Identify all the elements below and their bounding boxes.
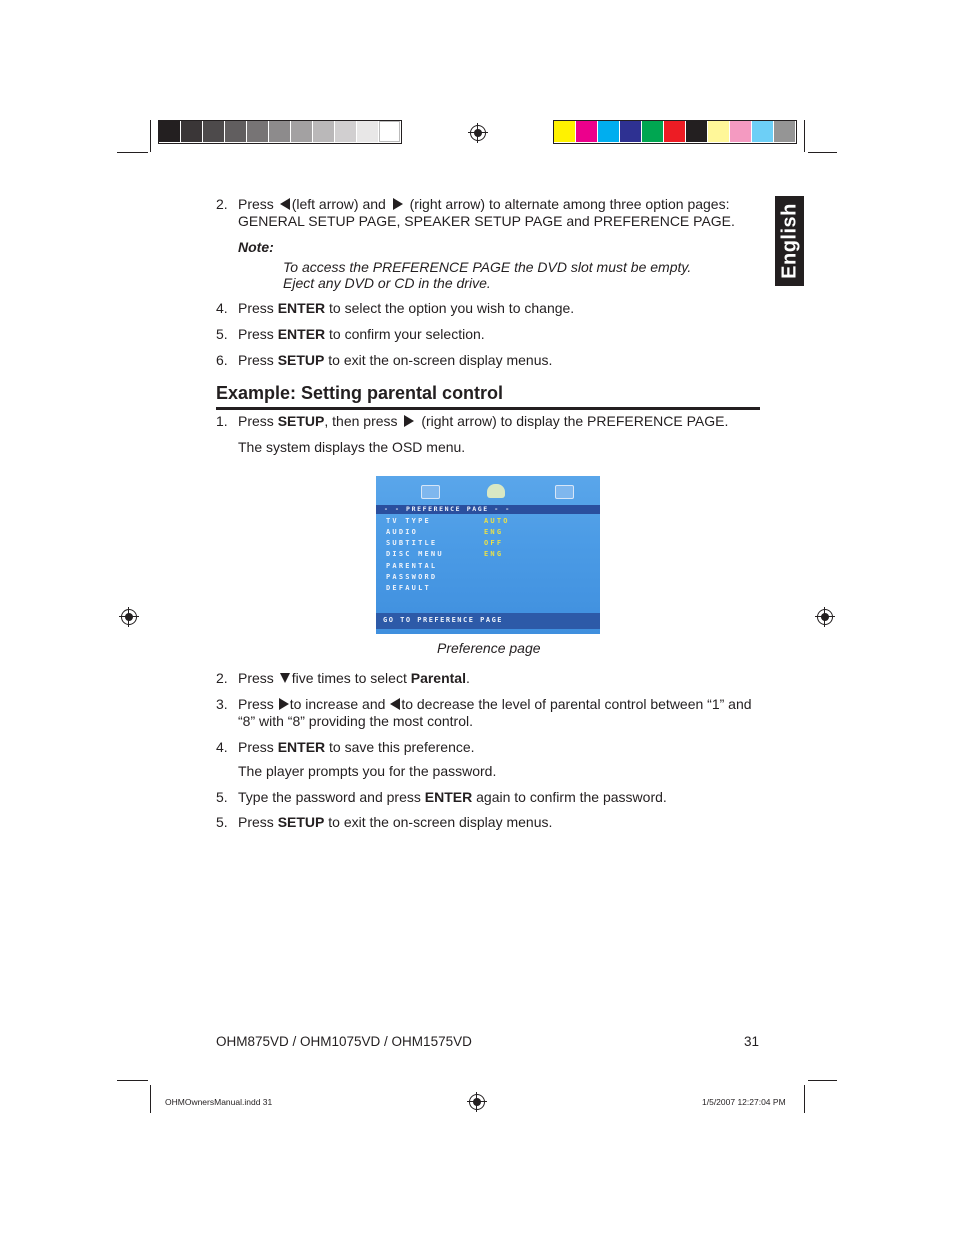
osd-footer: GO TO PREFERENCE PAGE [383,616,504,624]
color-swatch [620,121,641,142]
color-swatch [291,121,312,142]
list-number: 6. [216,352,228,368]
osd-menu-value: ENG [484,528,504,536]
list-number: 4. [216,300,228,316]
color-swatch [664,121,685,142]
list-item: Press (left arrow) and (right arrow) to alternate among three option pages: [238,196,730,212]
list-item: Press to increase and to decrease the level of parental control between “1” and [238,696,752,712]
list-item: Press SETUP, then press (right arrow) to display the PREFERENCE PAGE. [238,413,729,429]
color-swatch [730,121,751,142]
list-item: Type the password and press ENTER again to confirm the password. [238,789,667,805]
list-number: 1. [216,413,228,429]
color-swatch [269,121,290,142]
down-arrow-icon [280,673,290,683]
color-swatch [379,121,400,142]
registration-mark-icon [469,1094,485,1110]
list-number: 5. [216,814,228,830]
osd-menu-value: OFF [484,539,504,547]
list-item: Press SETUP to exit the on-screen display menus. [238,352,553,368]
list-number: 4. [216,739,228,755]
registration-mark-icon [121,609,137,625]
registration-mark-icon [470,125,486,141]
color-swatch [554,121,575,142]
language-tab [775,196,804,286]
preference-icon [555,485,574,499]
model-numbers: OHM875VD / OHM1075VD / OHM1575VD [216,1034,472,1049]
left-arrow-icon [390,698,400,710]
language-tab-label: English [778,203,800,279]
crop-mark [117,152,148,153]
osd-menu-label: DEFAULT [386,584,431,592]
osd-preference-screenshot [376,476,600,634]
color-swatch [247,121,268,142]
crop-mark [117,1080,148,1081]
color-swatch [181,121,202,142]
page-number: 31 [744,1034,760,1049]
list-number: 2. [216,670,228,686]
note-text: To access the PREFERENCE PAGE the DVD slot must be empty. [283,259,692,275]
list-item: Press ENTER to confirm your selection. [238,326,485,342]
color-swatch [642,121,663,142]
section-heading: Example: Setting parental control [216,383,504,403]
osd-menu-value: AUTO [484,517,510,525]
color-swatch [576,121,597,142]
color-swatch [335,121,356,142]
note-text: Eject any DVD or CD in the drive. [283,275,491,291]
color-swatch [708,121,729,142]
speaker-setup-icon [487,484,505,498]
list-number: 3. [216,696,228,712]
list-item-continuation: GENERAL SETUP PAGE, SPEAKER SETUP PAGE and PREFERENCE PAGE. [238,213,735,229]
osd-menu-label: PASSWORD [386,573,438,581]
osd-menu-label: AUDIO [386,528,419,536]
crop-mark [804,120,805,152]
osd-menu-label: SUBTITLE [386,539,438,547]
list-item: Press ENTER to save this preference. [238,739,475,755]
figure-caption: Preference page [437,640,541,656]
color-swatch [774,121,795,142]
right-arrow-icon [393,198,403,210]
color-swatch [225,121,246,142]
color-swatch [357,121,378,142]
right-arrow-icon [404,415,414,427]
slug-date: 1/5/2007 12:27:04 PM [702,1097,786,1107]
list-number: 5. [216,326,228,342]
osd-menu-label: PARENTAL [386,562,438,570]
color-swatch [203,121,224,142]
color-swatch [752,121,773,142]
list-item-continuation: “8” with “8” providing the most control. [238,713,473,729]
color-swatch [313,121,334,142]
osd-menu-value: ENG [484,550,504,558]
left-arrow-icon [280,198,290,210]
list-number: 2. [216,196,228,212]
crop-mark [150,120,151,152]
osd-menu-label: DISC MENU [386,550,444,558]
osd-title: - - PREFERENCE PAGE - - [384,505,511,513]
crop-mark [804,1085,805,1113]
color-swatch [598,121,619,142]
crop-mark [808,1080,837,1081]
slug-filename: OHMOwnersManual.indd 31 [165,1097,273,1107]
list-item: Press SETUP to exit the on-screen display menus. [238,814,553,830]
crop-mark [150,1085,151,1113]
step-note: The player prompts you for the password. [238,763,497,779]
list-item: Press ENTER to select the option you wish to change. [238,300,575,316]
color-swatch [159,121,180,142]
crop-mark [808,152,837,153]
list-item: Press five times to select Parental. [238,670,470,686]
step-note: The system displays the OSD menu. [238,439,466,455]
registration-mark-icon [817,609,833,625]
right-arrow-icon [279,698,289,710]
list-number: 5. [216,789,228,805]
note-label: Note: [238,239,274,255]
osd-menu-label: TV TYPE [386,517,431,525]
general-setup-icon [421,485,440,499]
heading-rule [216,407,760,410]
color-swatch [686,121,707,142]
